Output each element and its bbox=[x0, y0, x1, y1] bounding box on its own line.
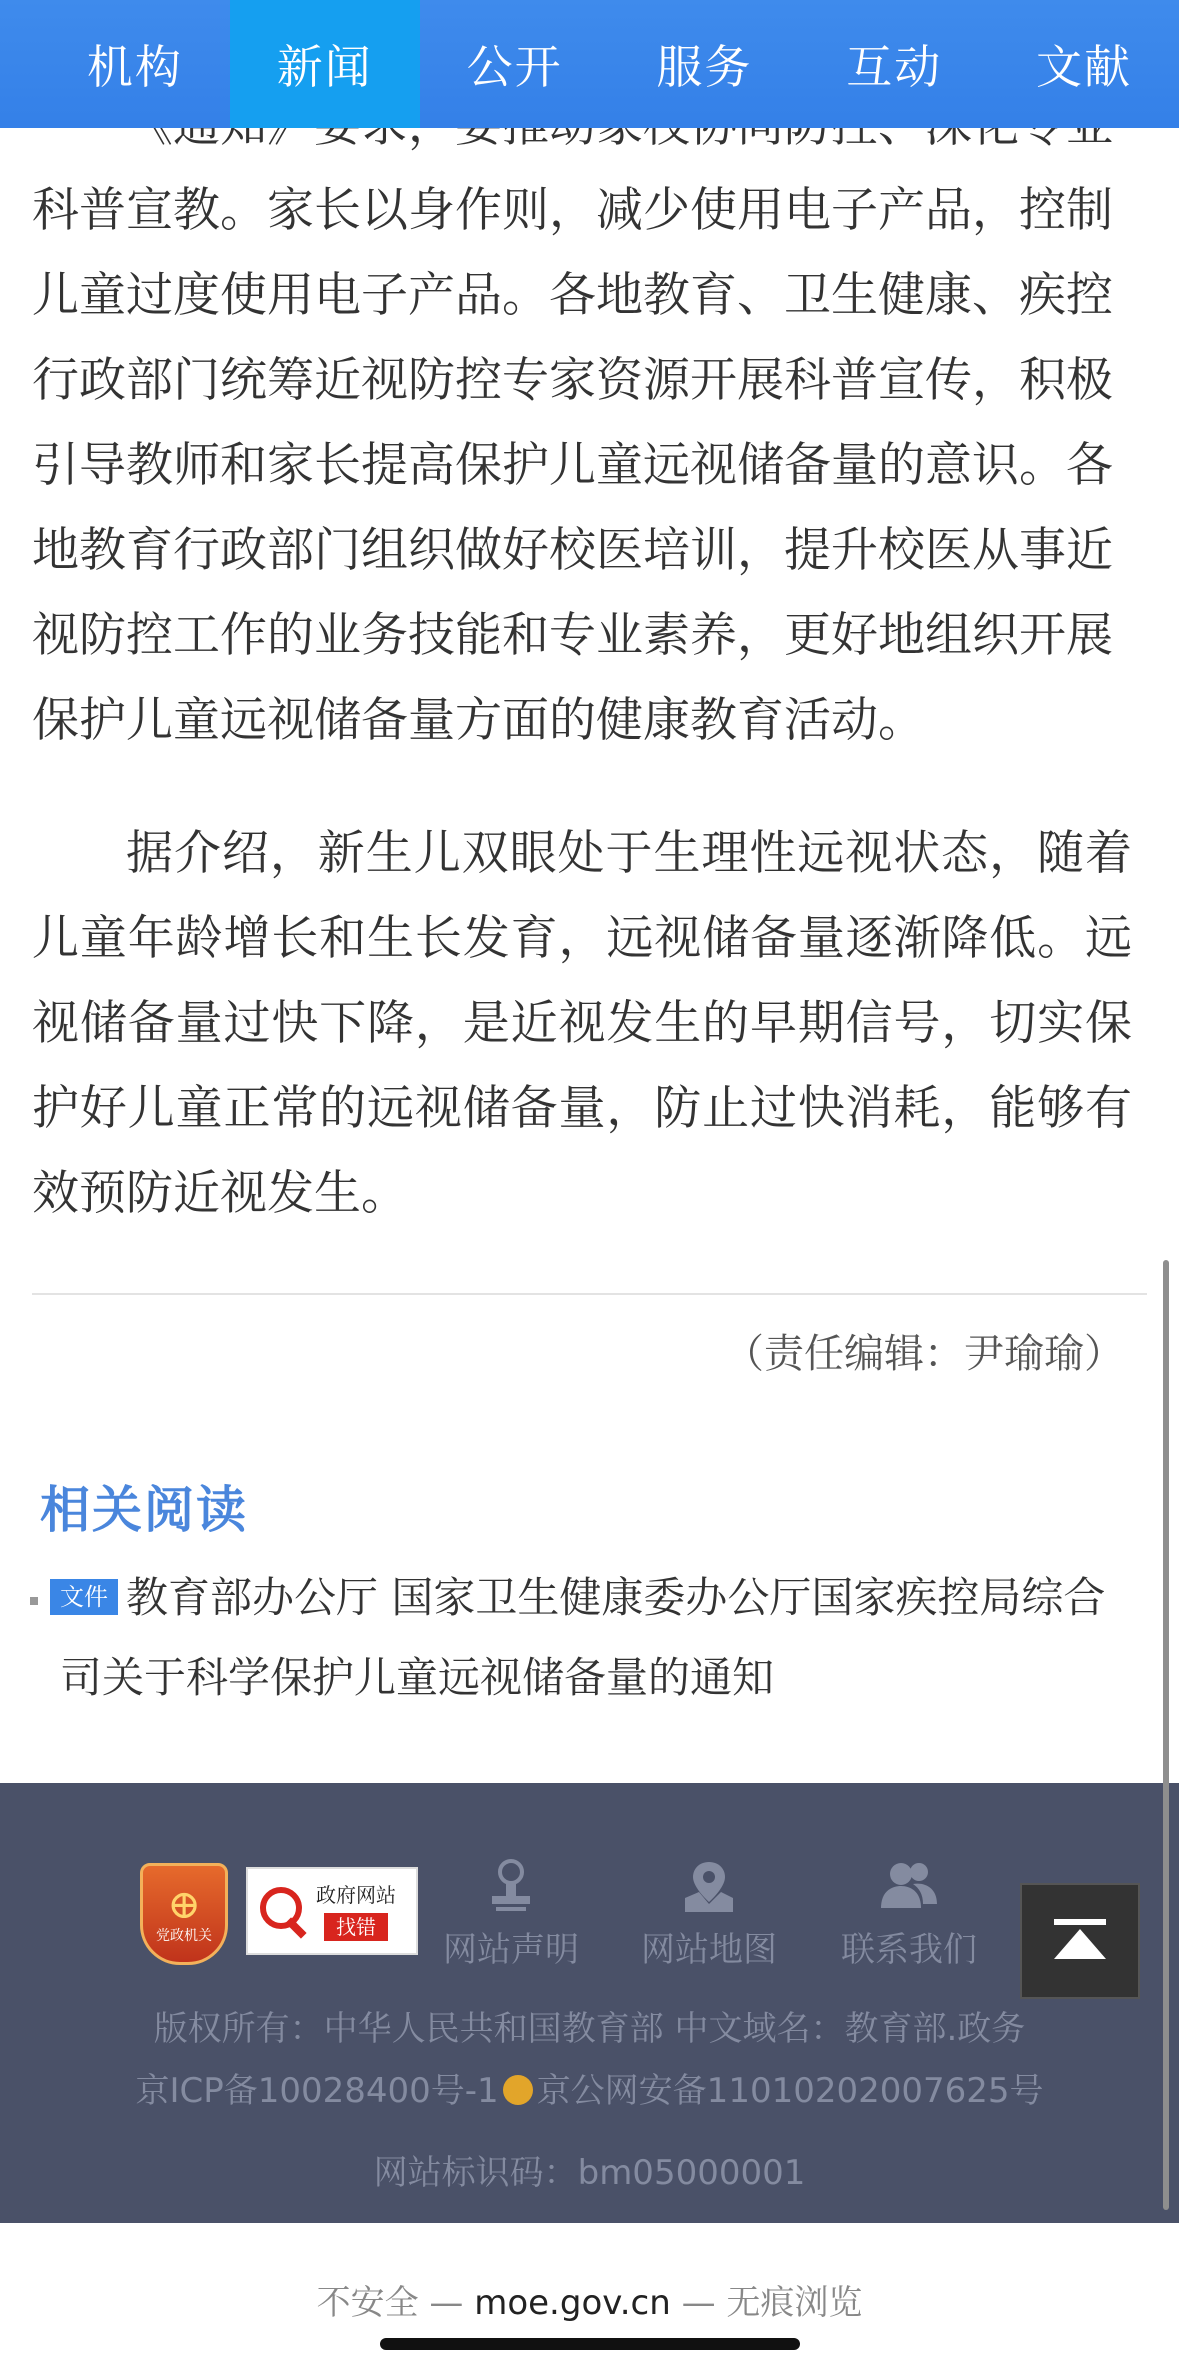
site-identifier: 网站标识码：bm05000001 bbox=[373, 2153, 806, 2193]
stamp-icon bbox=[488, 1858, 534, 1914]
article-paragraph-2: 据介绍，新生儿双眼处于生理性远视状态，随着儿童年龄增长和生长发育，远视储备量逐渐降低。远视储备量过快下降，是近视发生的早期信号，切实保护好儿童正常的远视储备量，防止过快消耗，能够有效预防近视发生。 bbox=[32, 826, 1132, 1221]
related-reading-title: 相关阅读 bbox=[40, 1481, 248, 1539]
address-host: moe.gov.cn bbox=[474, 2283, 671, 2323]
tab-news[interactable]: 新闻 bbox=[230, 0, 420, 128]
private-mode-label: — 无痕浏览 bbox=[681, 2283, 863, 2323]
emblem-icon: ⊕ bbox=[167, 1882, 201, 1928]
scrollbar[interactable] bbox=[1163, 1260, 1169, 2210]
article-body bbox=[32, 128, 1132, 1236]
site-map-link[interactable] bbox=[634, 1858, 784, 1971]
address-text[interactable] bbox=[0, 2275, 1179, 2324]
map-pin-icon bbox=[681, 1858, 737, 1914]
tab-public[interactable]: 公开 bbox=[466, 40, 563, 94]
site-footer bbox=[0, 1783, 1179, 2223]
icp-record[interactable]: 京ICP备10028400号-1 bbox=[135, 2071, 499, 2111]
article-line: 保护儿童远视储备量方面的健康教育活动。 bbox=[32, 693, 925, 748]
top-nav bbox=[0, 0, 1179, 128]
police-record[interactable]: 京公网安备11010202007625号 bbox=[536, 2071, 1044, 2111]
emblem-label: 党政机关 bbox=[156, 1928, 212, 1944]
site-map-label: 网站地图 bbox=[641, 1930, 777, 1970]
article-line: 视防控工作的业务技能和专业素养，更好地组织开展 bbox=[32, 608, 1113, 663]
related-reading-item[interactable] bbox=[30, 1558, 1130, 1718]
contact-us-label: 联系我们 bbox=[841, 1930, 977, 1970]
article-line: 科普宣教。家长以身作则，减少使用电子产品，控制 bbox=[32, 183, 1113, 238]
site-statement-label: 网站声明 bbox=[443, 1930, 579, 1970]
article-line: 地教育行政部门组织做好校医培训，提升校医从事近 bbox=[32, 523, 1113, 578]
police-badge-icon bbox=[503, 2075, 533, 2105]
related-link-line1[interactable]: 教育部办公厅 国家卫生健康委办公厅国家疾控局综合 bbox=[126, 1573, 1106, 1622]
bullet-icon bbox=[30, 1597, 38, 1605]
responsible-editor: （责任编辑：尹瑜瑜） bbox=[724, 1331, 1124, 1377]
article-line: 引导教师和家长提高保护儿童远视储备量的意识。各 bbox=[32, 438, 1113, 493]
arrow-up-icon bbox=[1050, 1917, 1110, 1965]
contacts-icon bbox=[879, 1858, 939, 1914]
gov-badge-title: 政府网站 bbox=[316, 1883, 396, 1907]
tab-institutions[interactable]: 机构 bbox=[86, 40, 183, 94]
back-to-top-button[interactable] bbox=[1020, 1883, 1140, 1999]
magnifier-icon bbox=[256, 1883, 312, 1939]
article-line: 儿童过度使用电子产品。各地教育、卫生健康、疾控 bbox=[32, 268, 1113, 323]
contact-us-link[interactable] bbox=[834, 1858, 984, 1971]
article-paragraph-1 bbox=[32, 83, 1132, 763]
party-government-badge[interactable] bbox=[140, 1863, 228, 1965]
gov-badge-action: 找错 bbox=[324, 1913, 388, 1941]
home-indicator[interactable] bbox=[380, 2338, 800, 2350]
divider bbox=[32, 1293, 1147, 1295]
tab-documents[interactable]: 文献 bbox=[1036, 40, 1133, 94]
document-tag: 文件 bbox=[50, 1579, 118, 1615]
gov-site-error-report-badge[interactable] bbox=[246, 1867, 418, 1955]
record-numbers bbox=[0, 2063, 1179, 2112]
site-statement-link[interactable] bbox=[436, 1858, 586, 1971]
browser-address-bar[interactable] bbox=[0, 2223, 1179, 2379]
tab-services[interactable]: 服务 bbox=[656, 40, 753, 94]
article-line: 行政部门统筹近视防控专家资源开展科普宣传，积极 bbox=[32, 353, 1113, 408]
copyright-text: 版权所有：中华人民共和国教育部 中文域名：教育部.政务 bbox=[153, 2009, 1026, 2049]
related-link-line2[interactable]: 司关于科学保护儿童远视储备量的通知 bbox=[60, 1653, 775, 1702]
insecure-label: 不安全 — bbox=[316, 2283, 464, 2323]
tab-interaction[interactable]: 互动 bbox=[846, 40, 943, 94]
